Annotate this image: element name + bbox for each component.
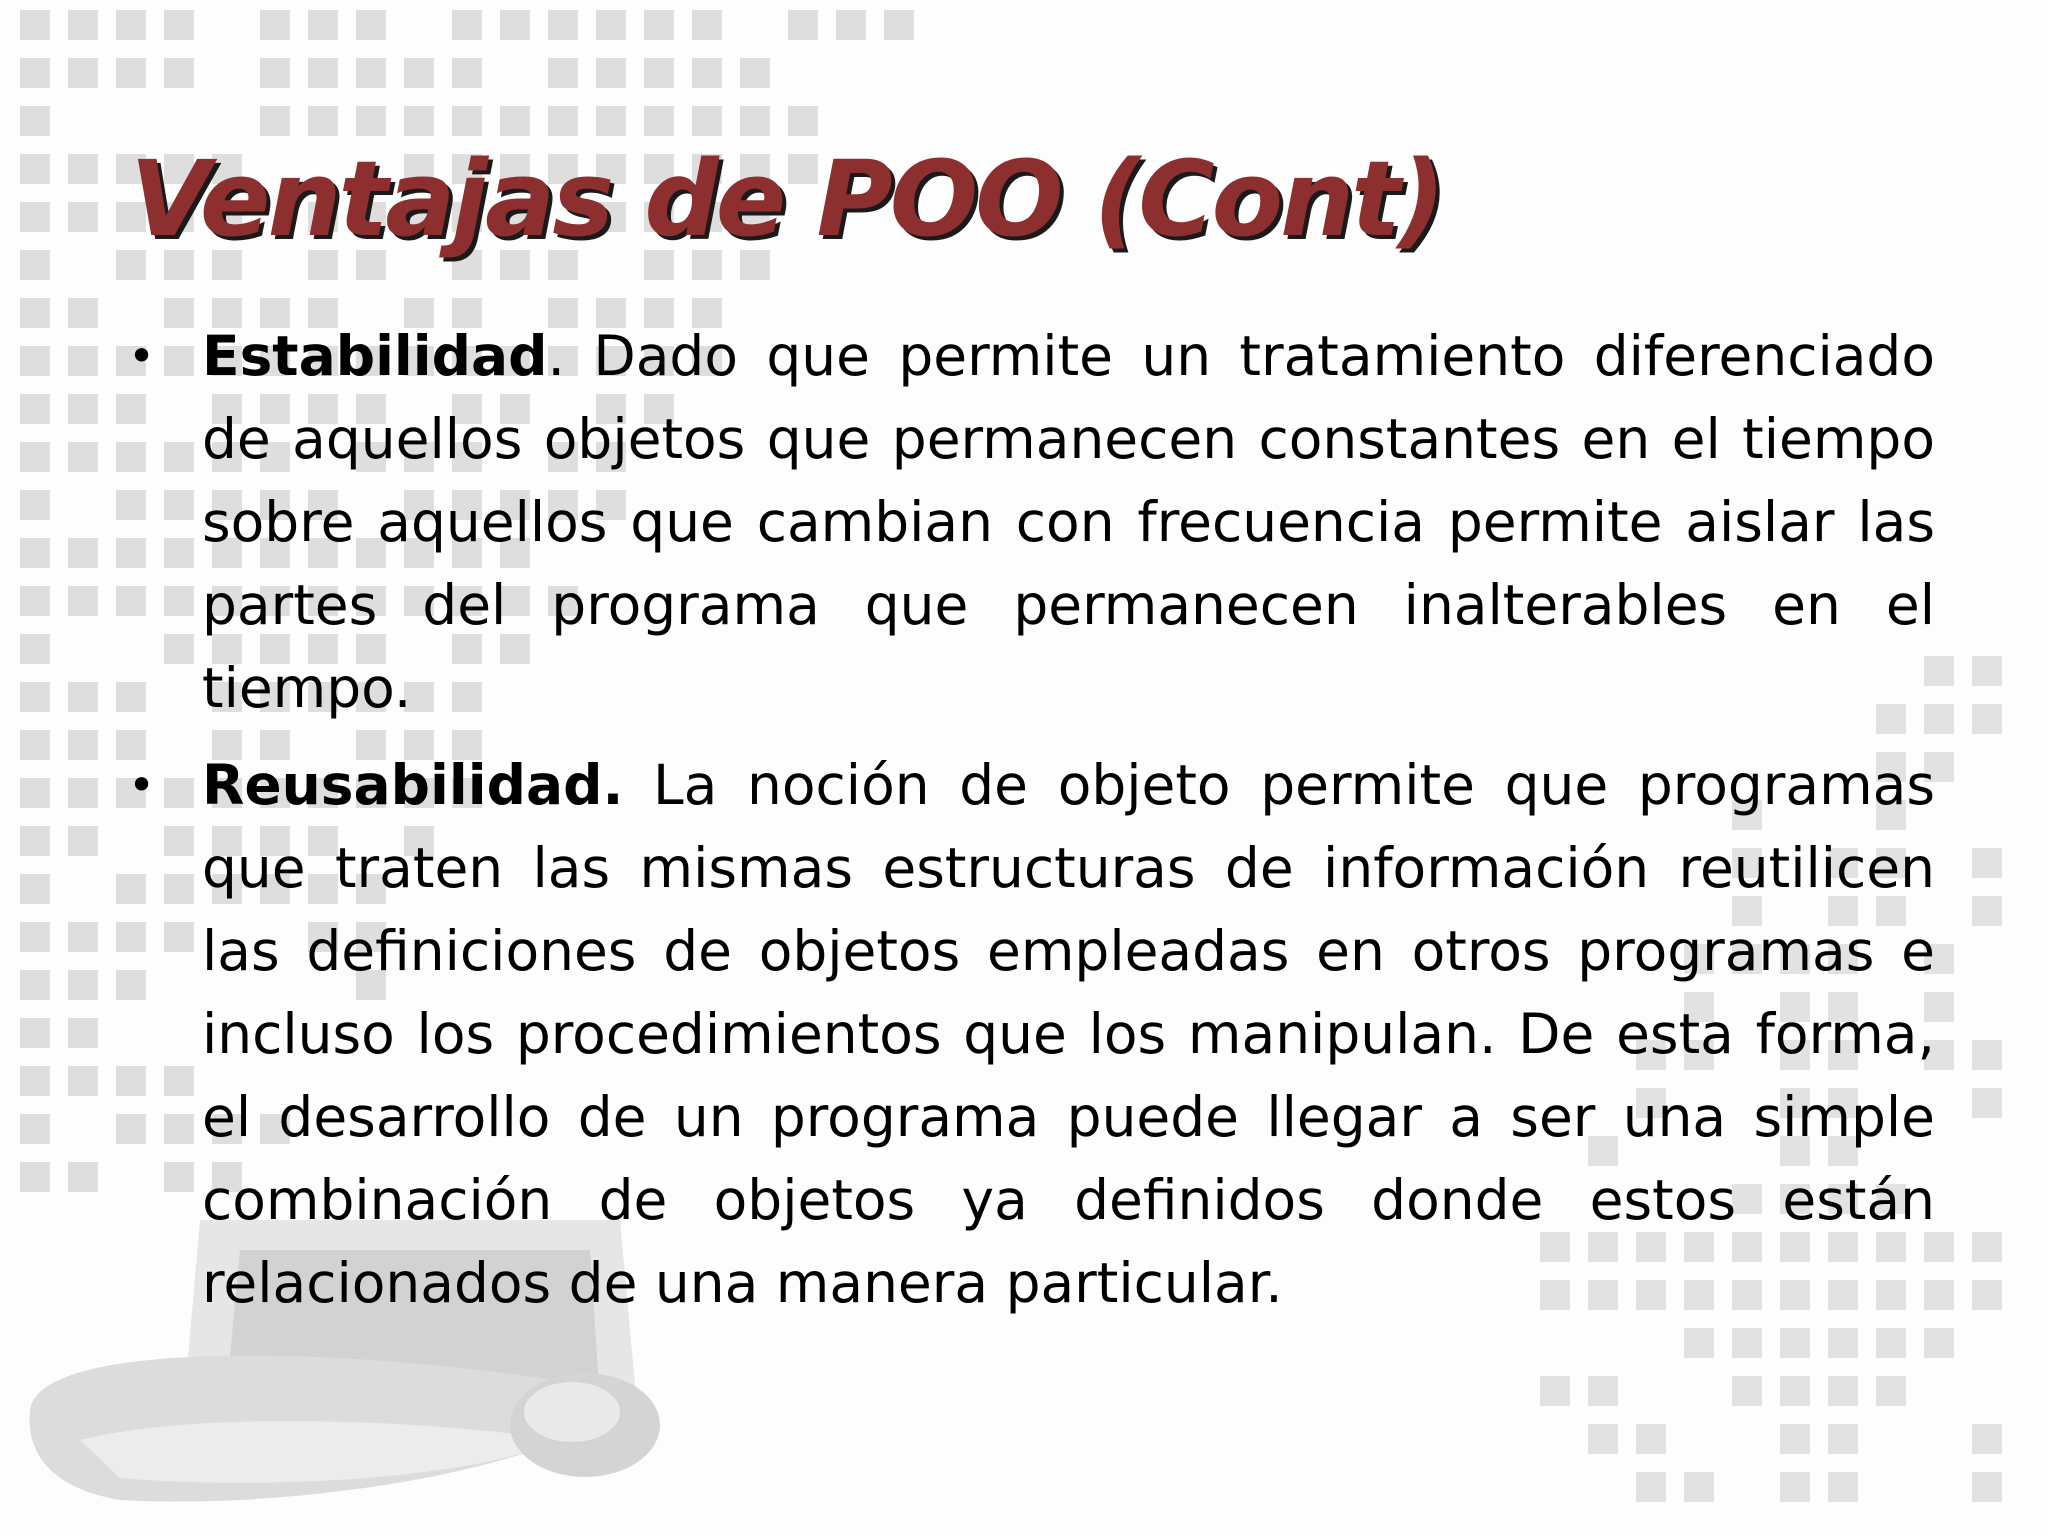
bullet-text: Dado que permite un tratamiento diferenciado de aquellos objetos que permanecen constantes en el tiempo sobre aquellos que cambian con frecuencia permite aislar las partes del programa que permanecen inalterables en el tiempo. (202, 324, 1935, 720)
grid-square (68, 58, 98, 88)
grid-square (20, 250, 50, 280)
grid-square (20, 346, 50, 376)
grid-square (740, 106, 770, 136)
grid-square (692, 106, 722, 136)
grid-square (1972, 1472, 2002, 1502)
grid-square (308, 10, 338, 40)
grid-square (20, 682, 50, 712)
grid-square (68, 346, 98, 376)
grid-square (356, 58, 386, 88)
grid-square (68, 154, 98, 184)
grid-square (20, 586, 50, 616)
grid-square (20, 538, 50, 568)
grid-square (1972, 896, 2002, 926)
grid-square (68, 538, 98, 568)
bullet-separator (623, 753, 653, 817)
grid-square (68, 730, 98, 760)
grid-square (1972, 1424, 2002, 1454)
grid-square (68, 10, 98, 40)
grid-square (116, 10, 146, 40)
grid-square (692, 58, 722, 88)
grid-square (500, 10, 530, 40)
bullet-icon: • (128, 758, 156, 812)
grid-square (740, 58, 770, 88)
grid-square (20, 442, 50, 472)
grid-square (20, 1018, 50, 1048)
grid-square (1828, 1472, 1858, 1502)
grid-square (1876, 1376, 1906, 1406)
grid-square (164, 10, 194, 40)
grid-square (644, 10, 674, 40)
grid-square (1828, 1376, 1858, 1406)
grid-square (356, 10, 386, 40)
grid-square (596, 106, 626, 136)
grid-square (68, 394, 98, 424)
bullet-term: Reusabilidad. (202, 753, 624, 817)
bullet-icon: • (128, 329, 156, 383)
grid-square (1780, 1424, 1810, 1454)
grid-square (260, 10, 290, 40)
grid-square (1588, 1376, 1618, 1406)
grid-square (20, 58, 50, 88)
grid-square (20, 826, 50, 856)
grid-square (644, 58, 674, 88)
bullet-list (120, 315, 1935, 1339)
grid-square (1588, 1424, 1618, 1454)
grid-square (20, 394, 50, 424)
grid-square (692, 10, 722, 40)
grid-square (548, 10, 578, 40)
grid-square (1636, 1472, 1666, 1502)
grid-square (20, 922, 50, 952)
grid-square (1684, 1472, 1714, 1502)
grid-square (308, 58, 338, 88)
grid-square (836, 10, 866, 40)
bullet-separator: . (547, 324, 594, 388)
grid-square (548, 58, 578, 88)
grid-square (596, 58, 626, 88)
bullet-item-estabilidad (120, 315, 1935, 730)
bullet-term: Estabilidad (202, 324, 548, 388)
grid-square (1540, 1376, 1570, 1406)
grid-square (356, 106, 386, 136)
grid-square (68, 1162, 98, 1192)
grid-square (1972, 1040, 2002, 1070)
grid-square (788, 10, 818, 40)
grid-square (68, 202, 98, 232)
grid-square (20, 10, 50, 40)
bullet-item-reusabilidad (120, 744, 1935, 1325)
grid-square (500, 106, 530, 136)
grid-square (20, 490, 50, 520)
grid-square (404, 58, 434, 88)
slide-title: Ventajas de POO (Cont) (130, 138, 1443, 260)
grid-square (1636, 1424, 1666, 1454)
grid-square (20, 202, 50, 232)
grid-square (1972, 656, 2002, 686)
grid-square (644, 106, 674, 136)
grid-square (260, 58, 290, 88)
grid-square (20, 970, 50, 1000)
bullet-text: La noción de objeto permite que programas que traten las mismas estructuras de información reutilicen las definiciones de objetos empleadas en otros programas e incluso los procedimientos que los manipulan. De esta forma, el desarrollo de un programa puede llegar a ser una simple combinación de objetos ya definidos donde estos están relacionados de una manera particular. (202, 753, 1936, 1315)
grid-square (1828, 1424, 1858, 1454)
grid-square (20, 1114, 50, 1144)
grid-square (452, 10, 482, 40)
grid-square (68, 442, 98, 472)
grid-square (20, 634, 50, 664)
grid-square (788, 106, 818, 136)
grid-square (68, 826, 98, 856)
grid-square (1972, 1280, 2002, 1310)
grid-square (68, 1018, 98, 1048)
grid-square (20, 1066, 50, 1096)
grid-square (1972, 1088, 2002, 1118)
grid-square (68, 298, 98, 328)
grid-square (68, 922, 98, 952)
grid-square (260, 106, 290, 136)
grid-square (1732, 1376, 1762, 1406)
grid-square (20, 874, 50, 904)
grid-square (1780, 1376, 1810, 1406)
grid-square (116, 58, 146, 88)
grid-square (308, 106, 338, 136)
grid-square (68, 682, 98, 712)
grid-square (20, 778, 50, 808)
grid-square (452, 106, 482, 136)
grid-square (884, 10, 914, 40)
grid-square (596, 10, 626, 40)
grid-square (20, 1162, 50, 1192)
grid-square (68, 586, 98, 616)
grid-square (68, 778, 98, 808)
grid-square (20, 106, 50, 136)
grid-square (548, 106, 578, 136)
grid-square (20, 154, 50, 184)
grid-square (1972, 848, 2002, 878)
grid-square (68, 1066, 98, 1096)
grid-square (1972, 704, 2002, 734)
grid-square (1972, 1232, 2002, 1262)
grid-square (452, 58, 482, 88)
grid-square (404, 106, 434, 136)
grid-square (1780, 1472, 1810, 1502)
grid-square (164, 58, 194, 88)
grid-square (20, 730, 50, 760)
grid-square (68, 970, 98, 1000)
computer-mouse-icon (510, 1373, 660, 1477)
grid-square (20, 298, 50, 328)
